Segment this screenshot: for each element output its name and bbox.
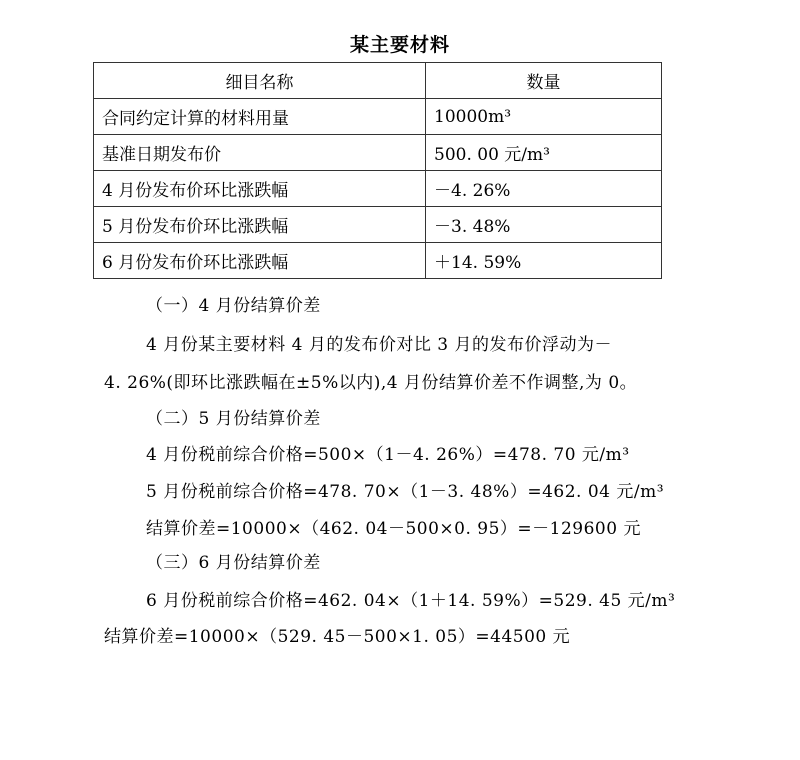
row-item-name: 5 月份发布价环比涨跌幅: [94, 207, 426, 243]
material-table: [93, 62, 662, 279]
table-row: [94, 171, 662, 207]
column-header-quantity: 数量: [426, 63, 662, 99]
table-row: [94, 243, 662, 279]
row-item-name: 4 月份发布价环比涨跌幅: [94, 171, 426, 207]
june-settlement-formula: 结算价差=10000×（529. 45－500×1. 05）=44500 元: [104, 627, 571, 647]
row-item-name: 6 月份发布价环比涨跌幅: [94, 243, 426, 279]
june-section-heading: （三）6 月份结算价差: [146, 553, 321, 573]
april-section-heading: （一）4 月份结算价差: [146, 296, 321, 316]
table-row: [94, 135, 662, 171]
table-row: [94, 99, 662, 135]
may-section-heading: （二）5 月份结算价差: [146, 409, 321, 429]
june-price-formula: 6 月份税前综合价格=462. 04×（1＋14. 59%）=529. 45 元/m³: [146, 591, 676, 611]
may-price-formula: 5 月份税前综合价格=478. 70×（1－3. 48%）=462. 04 元/m³: [146, 482, 665, 502]
row-item-value: －3. 48%: [426, 207, 662, 243]
table-header-row: [94, 63, 662, 99]
column-header-item-name: 细目名称: [94, 63, 426, 99]
row-item-name: 基准日期发布价: [94, 135, 426, 171]
row-item-value: －4. 26%: [426, 171, 662, 207]
row-item-name: 合同约定计算的材料用量: [94, 99, 426, 135]
april-explanation-line-1: 4 月份某主要材料 4 月的发布价对比 3 月的发布价浮动为－: [146, 335, 612, 355]
table-title: 某主要材料: [349, 34, 450, 56]
table-row: [94, 207, 662, 243]
may-april-price-formula: 4 月份税前综合价格=500×（1－4. 26%）=478. 70 元/m³: [146, 445, 630, 465]
row-item-value: 10000m³: [426, 99, 662, 135]
may-settlement-formula: 结算价差=10000×（462. 04－500×0. 95）=－129600 元: [146, 519, 641, 539]
april-explanation-line-2: 4. 26%(即环比涨跌幅在±5%以内),4 月份结算价差不作调整,为 0。: [104, 373, 638, 393]
row-item-value: 500. 00 元/m³: [426, 135, 662, 171]
row-item-value: ＋14. 59%: [426, 243, 662, 279]
